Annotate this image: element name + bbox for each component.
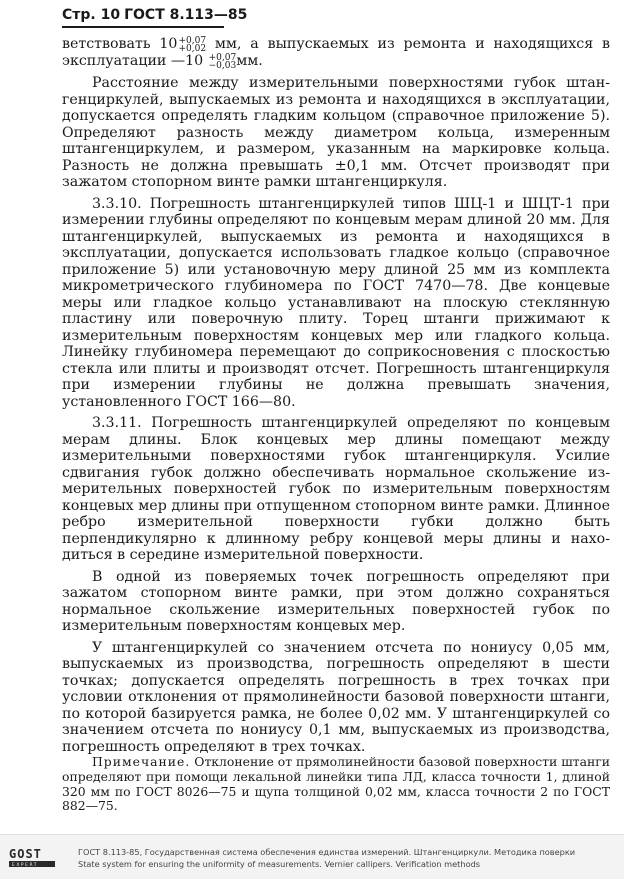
paragraph-3-3-11: 3.3.11. Погрешность штангенциркулей определяют по концевым мерам длины. Блок концевых мер длины помещают между измерительными поверхностями губок штангенциркуля. Усилие сдвигания губок должно обеспечивать нормальное скольжение измерительных поверхностей губок по измерительным поверхностям концевых мер длины при отпущенном стопорном винте рамки. Длинное ребро измерительной поверхности губки должно быть перпендикулярно к длинному ребру концевой меры длины и находиться в середине измерительной поверхности. [62, 415, 610, 563]
footer-title-ru: ГОСТ 8.113-85, Государственная система обеспечения единства измерений. Штангенциркули. Методика поверки [78, 847, 576, 857]
page-number: Стр. 10 [62, 7, 121, 23]
tolerance-text-start: ветствовать 10 [62, 36, 178, 52]
standard-number: ГОСТ 8.113—85 [124, 7, 248, 23]
gost-expert-logo [8, 845, 56, 869]
note-text: Отклонение от прямолинейности базовой поверхности штанги определяют при помощи лекальной линейки типа ЛД, класса точности 1, длиной 320 мм по ГОСТ 8026—75 и щупа толщиной 0,02 мм, класса точности 2 по ГОСТ 882—75. [62, 754, 610, 814]
tolerance-upper: +0,07 [178, 36, 207, 46]
note-label: Примечание. [92, 754, 191, 769]
tolerance-superscript-2 [209, 54, 237, 70]
page-header [62, 4, 248, 28]
page-footer [0, 834, 624, 879]
tolerance-upper-2: +0,07 [208, 53, 237, 63]
tolerance-lower-2: −0,03 [208, 61, 237, 71]
tolerance-text-middle: мм, а выпускаемых из ремонта и находящихся в эксплуатации —10 [62, 36, 610, 69]
paragraph-locked-screw: В одной из поверяемых точек погрешность определяют при зажатом стопорном винте рамки, при этом должно сохраняться нормальное скольжение измерительных поверхностей губок по измерительным поверхностям концевых мер. [62, 568, 610, 634]
tolerance-text-end: мм. [236, 53, 263, 69]
paragraph-3-3-10: 3.3.10. Погрешность штангенциркулей типов ШЦ-1 и ШЦТ-1 при измерении глубины определяют по концевым мерам длиной 20 мм. Для штангенциркулей, выпускаемых из ремонта и находящихся в эксплуатации, допускается использовать гладкое кольцо (справочное приложение 5) или установочную меру длиной 25 мм из комплекта микрометрического глубиномера по ГОСТ 7470—78. Две концевые меры или гладкое кольцо устанавливают на плоскую стеклянную пластину или поверочную плиту. Торец штанги прижимают к измерительным поверхностям концевых мер или гладкого кольца. Линейку глубиномера перемещают до соприкосновения с плоскостью стекла или плиты и производят отсчет. Погрешность штангенциркуля при измерении глубины не должна превышать значения, установленного ГОСТ 166—80. [62, 195, 610, 410]
note [62, 755, 610, 814]
paragraph-tolerance [62, 36, 610, 70]
svg-text:EXPERT: EXPERT [12, 863, 39, 868]
footer-title-en: State system for ensuring the uniformity of measurements. Vernier callipers. Verification methods [78, 859, 481, 869]
tolerance-superscript [178, 37, 206, 53]
document-body [62, 36, 610, 814]
tolerance-lower: +0,02 [178, 44, 207, 54]
svg-text:GOST: GOST [9, 847, 42, 861]
paragraph-vernier-points: У штангенциркулей со значением отсчета по нониусу 0,05 мм, выпускаемых из производства, погрешность определяют в шести точках; допускается определять погрешность в трех точках при условии отклонения от прямолинейности базовой поверхности штанги, по которой базируется рамка, не более 0,02 мм. У штангенциркулей со значением отсчета по нониусу 0,1 мм, выпускаемых из производства, погрешность определяют в трех точках. [62, 639, 610, 755]
paragraph-ring-gauge: Расстояние между измерительными поверхностями губок штангенциркулей, выпускаемых из ремонта и находящихся в эксплуатации, допускается определять гладким кольцом (справочное приложение 5). Определяют разность между диаметром кольца, измеренным штангенциркулем, и размером, указанным на маркировке кольца. Разность не должна превышать ±0,1 мм. Отсчет производят при зажатом стопорном винте рамки штангенциркуля. [62, 75, 610, 190]
